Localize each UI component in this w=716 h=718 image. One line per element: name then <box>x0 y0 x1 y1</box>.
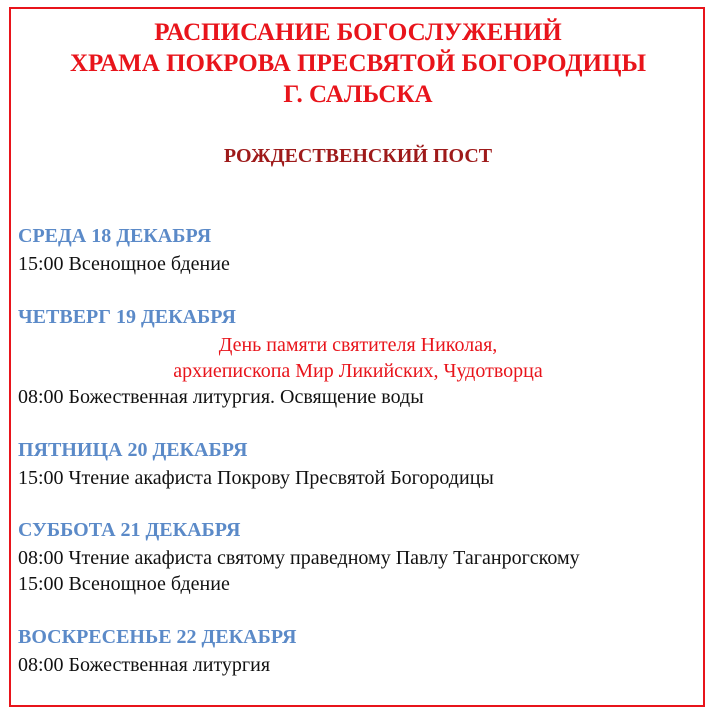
subtitle: РОЖДЕСТВЕНСКИЙ ПОСТ <box>223 145 493 167</box>
title-line-2: ХРАМА ПОКРОВА ПРЕСВЯТОЙ БОГОРОДИЦЫ <box>70 50 646 77</box>
service-item: 15:00 Чтение акафиста Покрову Пресвятой Богородицы <box>18 467 494 489</box>
service-item: 15:00 Всенощное бдение <box>18 573 230 595</box>
day-heading: ПЯТНИЦА 20 ДЕКАБРЯ <box>18 439 248 461</box>
service-item: 08:00 Божественная литургия <box>18 654 271 676</box>
day-heading: СУББОТА 21 ДЕКАБРЯ <box>18 519 241 541</box>
day-heading: ВОСКРЕСЕНЬЕ 22 ДЕКАБРЯ <box>18 626 297 648</box>
title-line-3: Г. САЛЬСКА <box>283 81 433 108</box>
page-border <box>9 7 705 707</box>
service-item: 15:00 Всенощное бдение <box>18 253 230 275</box>
feast-line: День памяти святителя Николая, <box>218 334 498 356</box>
day-heading: СРЕДА 18 ДЕКАБРЯ <box>18 225 212 247</box>
feast-line: архиепископа Мир Ликийских, Чудотворца <box>173 360 543 382</box>
title-line-1: РАСПИСАНИЕ БОГОСЛУЖЕНИЙ <box>154 19 562 46</box>
service-item: 08:00 Чтение акафиста святому праведному Павлу Таганрогскому <box>18 547 580 569</box>
service-item: 08:00 Божественная литургия. Освящение воды <box>18 386 424 408</box>
day-heading: ЧЕТВЕРГ 19 ДЕКАБРЯ <box>18 306 236 328</box>
